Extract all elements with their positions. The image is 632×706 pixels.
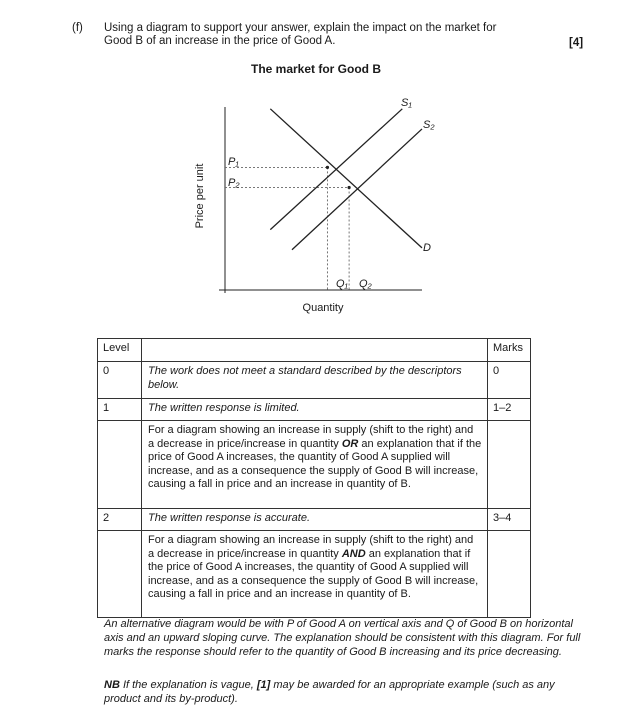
detail-text: an explanation that if the price of Good A increases, the quantity of Good A supplied will increase, and as a consequence the supply of Good B will increase, causing a fall in price and an increase in quantity of B. <box>148 547 479 600</box>
alternative-diagram-note: An alternative diagram would be with P of Good A on vertical axis and Q of Good B on horizontal axis and an upward sloping curve. The explanation should be consistent with this diagram. For full marks the response should refer to the quantity of Good B increasing and its price decreasing. <box>104 618 581 658</box>
level-cell-empty <box>98 531 142 618</box>
header-description <box>142 339 488 362</box>
nb-text: may be awarded for an appropriate example (such as any product and its by-product). <box>104 679 555 705</box>
curve-label-s1: S₁ <box>401 97 412 109</box>
detail-text: For a diagram showing an increase in supply (shift to the right) and a decrease in price/increase in quantity <box>148 424 474 450</box>
summary-cell: The written response is accurate. <box>142 509 488 531</box>
curve-d <box>270 109 422 248</box>
quantity-label-q2: Q₂ <box>359 278 372 290</box>
marks-cell: 0 <box>488 362 531 399</box>
detail-keyword: OR <box>341 437 359 450</box>
nb-label: NB <box>104 679 120 691</box>
nb-text: If the explanation is vague, <box>119 679 257 691</box>
diagram-title: The market for Good B <box>250 62 381 76</box>
nb-note <box>104 679 584 706</box>
question-text-line1: Using a diagram to support your answer, explain the impact on the market for <box>104 22 497 34</box>
detail-text: For a diagram showing an increase in supply (shift to the right) and a decrease in price/increase in quantity <box>148 534 474 560</box>
detail-keyword: AND <box>341 547 366 560</box>
equilibrium-point-1 <box>326 166 329 169</box>
nb-mark: [1] <box>256 679 271 691</box>
table-row <box>98 399 531 421</box>
header-marks: Marks <box>488 339 531 362</box>
equilibrium-point-2 <box>348 186 351 189</box>
quantity-label-q1: Q₁ <box>336 278 349 290</box>
marks-cell-empty <box>488 531 531 618</box>
mark-scheme-table <box>97 338 531 618</box>
price-label-p1: P₁ <box>228 156 239 168</box>
table-header-row <box>98 339 531 362</box>
detail-cell <box>142 421 488 509</box>
question-number: (f) <box>72 22 83 34</box>
marks-cell: 3–4 <box>488 509 531 531</box>
header-level: Level <box>98 339 142 362</box>
x-axis-label: Quantity <box>302 302 344 314</box>
level-cell: 1 <box>98 399 142 421</box>
detail-text: an explanation that if the price of Good A increases, the quantity of Good A supplied will increase, and as a consequence the supply of Good B will increase, causing a fall in price and an increase in quantity of B. <box>148 437 482 490</box>
summary-cell: The written response is limited. <box>142 399 488 421</box>
y-axis-label: Price per unit <box>194 163 206 229</box>
level-cell: 2 <box>98 509 142 531</box>
marks-cell: 1–2 <box>488 399 531 421</box>
detail-cell <box>142 531 488 618</box>
marks-cell-empty <box>488 421 531 509</box>
table-row <box>98 362 531 399</box>
question-marks: [4] <box>569 37 584 49</box>
table-row <box>98 509 531 531</box>
price-label-p2: P₂ <box>228 177 240 189</box>
summary-cell: The work does not meet a standard described by the descriptors below. <box>142 362 488 399</box>
level-cell: 0 <box>98 362 142 399</box>
table-row-detail <box>98 421 531 509</box>
question-text-line2: Good B of an increase in the price of Good A. <box>104 35 336 47</box>
curve-label-s2: S₂ <box>423 119 435 131</box>
curve-label-d: D <box>423 242 431 254</box>
table-row-detail <box>98 531 531 618</box>
supply-demand-diagram <box>0 0 632 330</box>
level-cell-empty <box>98 421 142 509</box>
